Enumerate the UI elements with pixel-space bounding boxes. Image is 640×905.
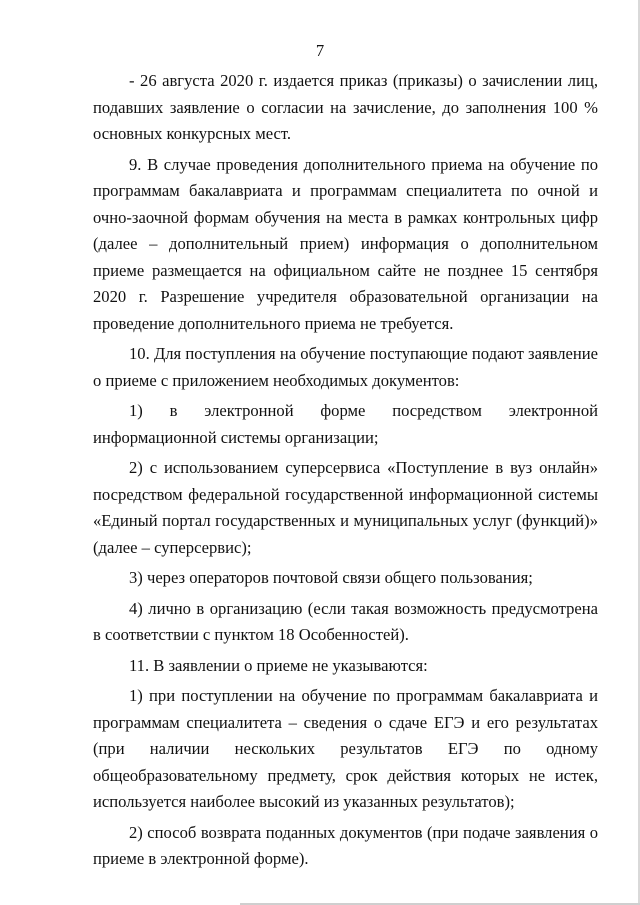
paragraph-enrollment-date: - 26 августа 2020 г. издается приказ (приказы) о зачислении лиц, подавших заявление о согласии на зачисление, до заполнения 100 % основных конкурсных мест.	[93, 71, 598, 143]
paragraph-9-additional-admission: 9. В случае проведения дополнительного приема на обучение по программам бакалавриата и программам специалитета по очной и очно-заочной формам обучения на места в рамках контрольных цифр (далее – дополнительный прием) информация о дополнительном приеме размещается на официальном сайте не позднее 15 сентября 2020 г. Разрешение учредителя образовательной организации на проведение дополнительного приема не требуется.	[93, 154, 598, 333]
list-item-in-person: 4) лично в организацию (если такая возможность предусмотрена в соответствии с пунктом 18 Особенностей).	[93, 598, 598, 644]
paragraph-10-application-submission: 10. Для поступления на обучение поступающие подают заявление о приеме с приложением необходимых документов:	[93, 344, 598, 390]
list-item-return-method: 2) способ возврата поданных документов (при подаче заявления о приеме в электронной форме).	[93, 822, 598, 868]
document-body	[93, 68, 598, 877]
list-item-electronic-form: 1) в электронной форме посредством электронной информационной системы организации;	[93, 401, 598, 447]
list-item-superservice: 2) с использованием суперсервиса «Поступление в вуз онлайн» посредством федеральной государственной информационной системы «Единый портал государственных и муниципальных услуг (функций)» (далее – суперсервис);	[93, 458, 598, 557]
page-number: 7	[315, 41, 325, 60]
list-item-ege-results: 1) при поступлении на обучение по программам бакалавриата и программам специалитета – сведения о сдаче ЕГЭ и его результатах (при наличии нескольких результатов ЕГЭ по одному общеобразовательному предмету, срок действия которых не истек, используется наиболее высокий из указанных результатов);	[93, 686, 598, 811]
list-item-postal: 3) через операторов почтовой связи общего пользования;	[129, 568, 533, 587]
paragraph-11-not-indicated: 11. В заявлении о приеме не указываются:	[129, 655, 428, 675]
